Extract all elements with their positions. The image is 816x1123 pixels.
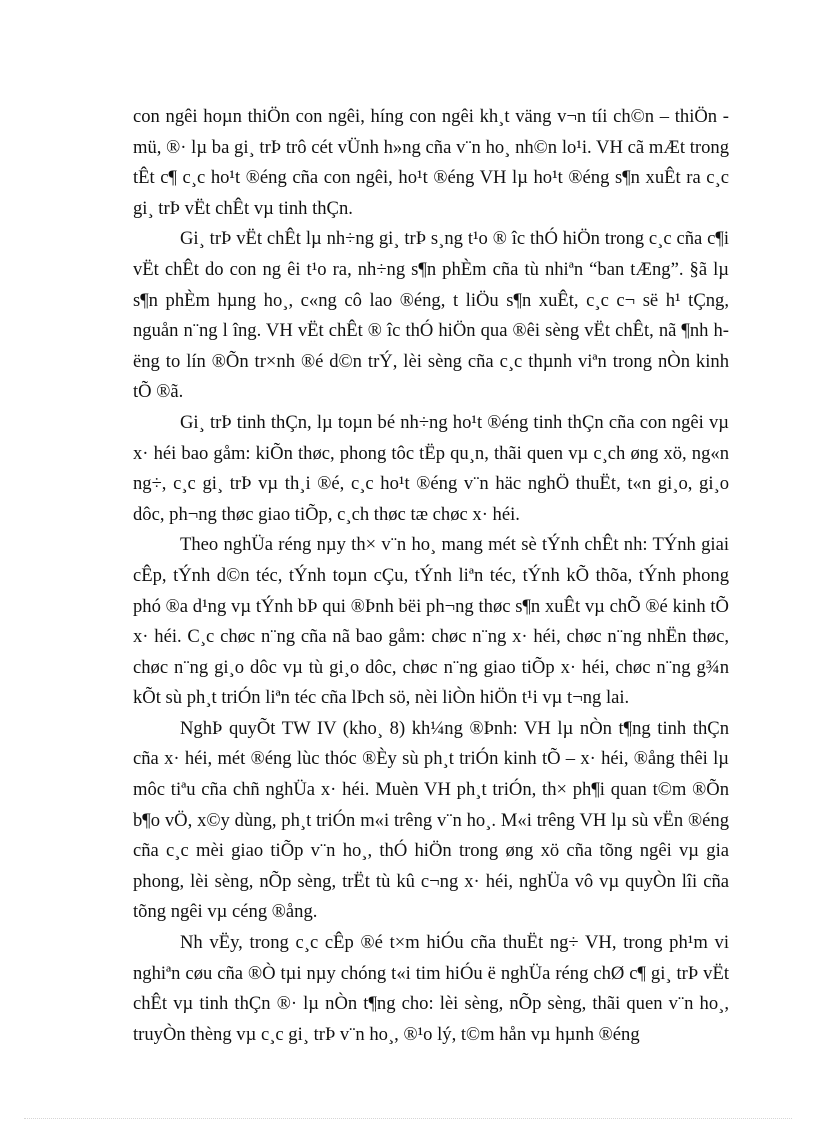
body-text	[133, 102, 729, 1050]
paragraph-2: Gi¸ trÞ vËt chÊt lµ nh÷ng gi¸ trÞ s¸ng t¹o ® îc thÓ hiÖn trong c¸c cña c¶i vËt chÊt do con ng êi t¹o ra, nh÷ng s¶n phÈm cña tù nhiªn “ban tÆng”. §ã lµ s¶n phÈm hµng ho¸, c«ng cô lao ®éng, t liÖu s¶n xuÊt, c¸c c¬ së h¹ tÇng, nguån n¨ng l îng. VH vËt chÊt ® îc thÓ hiÖn qua ®êi sèng vËt chÊt, nã ¶nh h ëng to lín ®Õn tr×nh ®é d©n trÝ, lèi sèng cña c¸c thµnh viªn trong nÒn kinh tÕ ®ã.	[133, 228, 729, 403]
paragraph-1: con ngêi hoµn thiÖn con ngêi, híng con ngêi kh¸t väng v¬n tíi ch©n – thiÖn - mü, ®· lµ ba gi¸ trÞ trô cét vÜnh h»ng cña v¨n ho¸ nh©n lo¹i. VH cã mÆt trong tÊt c¶ c¸c ho¹t ®éng cña con ngêi, ho¹t ®éng VH lµ ho¹t ®éng s¶n xuÊt ra c¸c gi¸ trÞ vËt chÊt vµ tinh thÇn.	[133, 106, 729, 219]
paragraph-6: Nh vËy, trong c¸c cÊp ®é t×m hiÓu cña thuËt ng÷ VH, trong ph¹m vi nghiªn cøu cña ®Ò tµi nµy chóng t«i tim hiÓu ë nghÜa réng chØ c¶ gi¸ trÞ vËt chÊt vµ tinh thÇn ®· lµ nÒn t¶ng cho: lèi sèng, nÕp sèng, thãi quen v¨n ho¸, truyÒn thèng vµ c¸c gi¸ trÞ v¨n ho¸, ®¹o lý, t©m hån vµ hµnh ®éng	[133, 932, 729, 1045]
paragraph-5: NghÞ quyÕt TW IV (kho¸ 8) kh¼ng ®Þnh: VH lµ nÒn t¶ng tinh thÇn cña x· héi, mét ®éng lùc thóc ®Èy sù ph¸t triÓn kinh tÕ – x· héi, ®ång thêi lµ môc tiªu cña chñ nghÜa x· héi. Muèn VH ph¸t triÓn, th× ph¶i quan t©m ®Õn b¶o vÖ, x©y dùng, ph¸t triÓn m«i trêng v¨n ho¸. M«i trêng VH lµ sù vËn ®éng cña c¸c mèi giao tiÕp v¨n ho¸, thÓ hiÖn trong øng xö cña tõng ngêi vµ gia phong, lèi sèng, nÕp sèng, trËt tù kû c¬ng x· héi, nghÜa vô vµ quyÒn lîi cña tõng ngêi vµ céng ®ång.	[133, 717, 729, 923]
page-bottom-divider	[24, 1118, 792, 1119]
paragraph-4: Theo nghÜa réng nµy th× v¨n ho¸ mang mét sè tÝnh chÊt nh: TÝnh giai cÊp, tÝnh d©n téc, tÝnh toµn cÇu, tÝnh liªn téc, tÝnh kÕ thõa, tÝnh phong phó ®a d¹ng vµ tÝnh bÞ qui ®Þnh bëi ph¬ng thøc s¶n xuÊt vµ chÕ ®é kinh tÕ x· héi. C¸c chøc n¨ng cña nã bao gåm: chøc n¨ng x· héi, chøc n¨ng nhËn thøc, chøc n¨ng gi¸o dôc vµ tù gi¸o dôc, chøc n¨ng giao tiÕp x· héi, chøc n¨ng g¾n kÕt sù ph¸t triÓn liªn téc cña lÞch sö, nèi liÒn hiÖn t¹i vµ t¬ng lai.	[133, 534, 729, 709]
paragraph-3: Gi¸ trÞ tinh thÇn, lµ toµn bé nh÷ng ho¹t ®éng tinh thÇn cña con ngêi vµ x· héi bao gåm: kiÕn thøc, phong tôc tËp qu¸n, thãi quen vµ c¸ch øng xö, ng«n ng÷, c¸c gi¸ trÞ vµ th¸i ®é, c¸c ho¹t ®éng v¨n häc nghÖ thuËt, t«n gi¸o, gi¸o dôc, ph¬ng thøc giao tiÕp, c¸ch thøc tæ chøc x· héi.	[133, 411, 729, 525]
